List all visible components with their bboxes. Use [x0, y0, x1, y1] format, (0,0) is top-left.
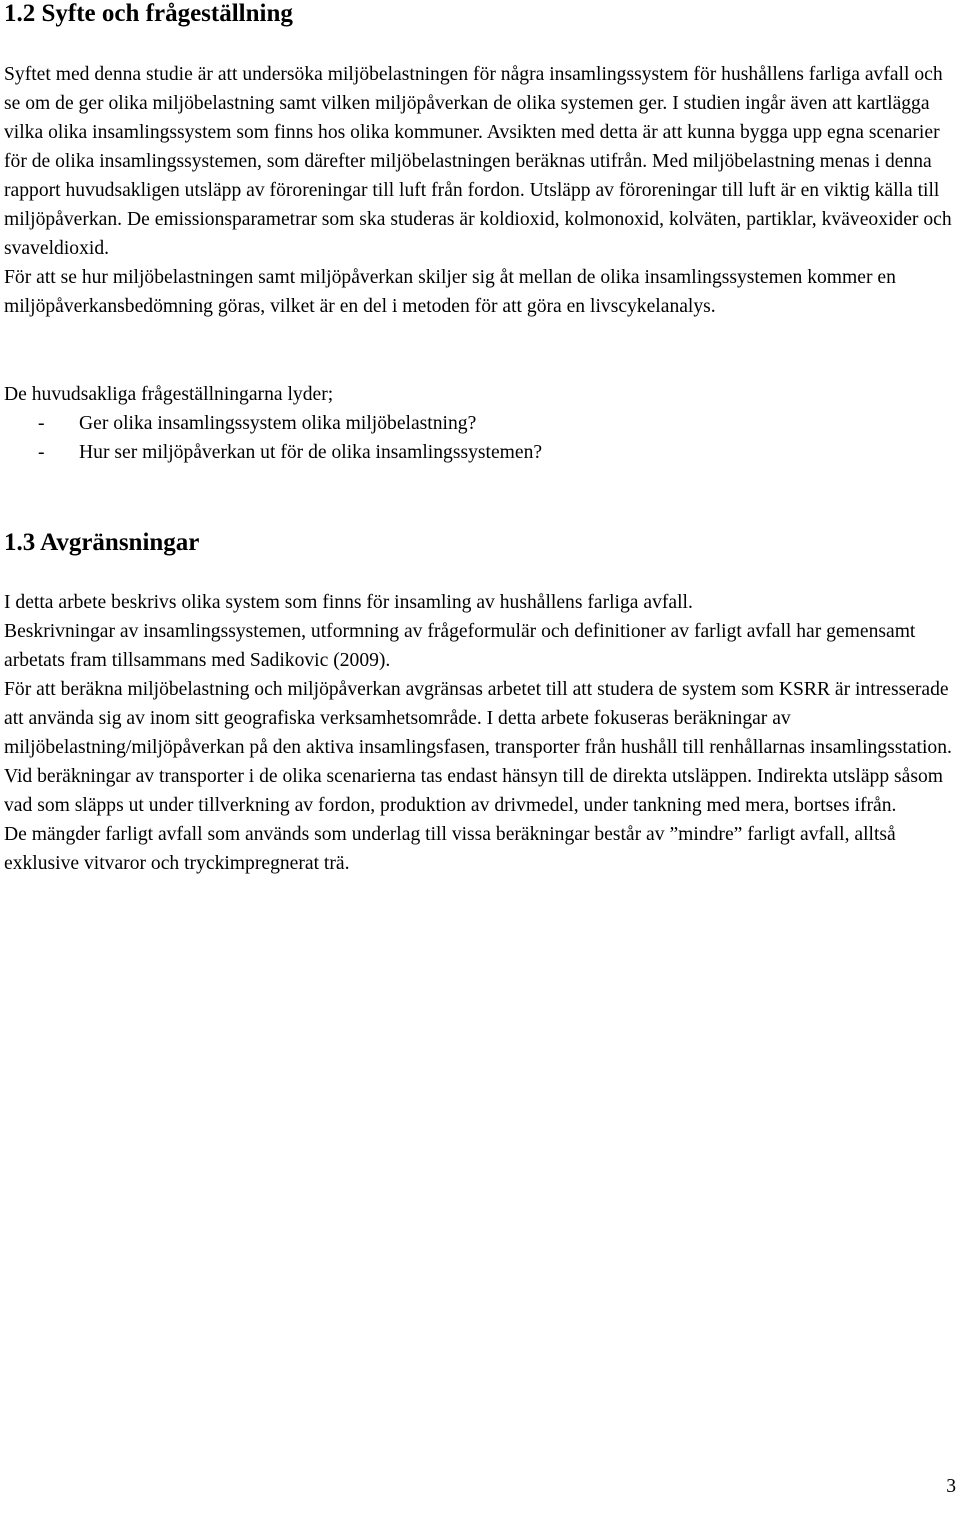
paragraph-line: De mängder farligt avfall som används som underlag till vissa beräkningar består av ”mindre” farligt avfall, alltså exklusive vitvaror och tryckimpregnerat trä. — [4, 824, 896, 874]
paragraph-line: Beskrivningar av insamlingssystemen, utformning av frågeformulär och definitioner av farligt avfall har gemensamt arbetats fram tillsammans med Sadikovic (2009). — [4, 621, 916, 671]
list-dash: - — [38, 442, 45, 463]
section-syfte-body — [4, 60, 959, 321]
section-avgransningar-body — [4, 588, 959, 878]
list-dash: - — [38, 413, 45, 434]
paragraph-line: I detta arbete beskrivs olika system som finns för insamling av hushållens farliga avfall. — [4, 592, 693, 613]
questions-intro: De huvudsakliga frågeställningarna lyder; — [4, 384, 334, 405]
page-number: 3 — [946, 1476, 956, 1497]
research-questions — [4, 380, 959, 467]
paragraph-line: För att beräkna miljöbelastning och miljöpåverkan avgränsas arbetet till att studera de system som KSRR är intresserade att använda sig av inom sitt geografiska verksamhetsområde. I detta arbete fokuseras beräkningar av miljöbelastning/miljöpåverkan på den aktiva insamlingsfasen, transporter från hushåll till renhållarnas insamlingsstation. — [4, 679, 952, 758]
question-text: Ger olika insamlingssystem olika miljöbelastning? — [79, 413, 477, 434]
section-title-syfte: 1.2 Syfte och frågeställning — [4, 0, 293, 27]
list-item — [4, 438, 959, 467]
section-title-avgransningar: 1.3 Avgränsningar — [4, 529, 200, 556]
paragraph-purpose: Syftet med denna studie är att undersöka miljöbelastningen för några insamlingssystem för hushållens farliga avfall och se om de ger olika miljöbelastning samt vilken miljöpåverkan de olika systemen ger. I studien ingår även att kartlägga vilka olika insamlingssystem som finns hos olika kommuner. Avsikten med detta är att kunna bygga upp egna scenarier för de olika insamlingssystemen, som därefter miljöbelastningen beräknas utifrån. Med miljöbelastning menas i denna rapport huvudsakligen utsläpp av föroreningar till luft från fordon. Utsläpp av föroreningar till luft är en viktig källa till miljöpåverkan. De emissionsparametrar som ska studeras är koldioxid, kolmonoxid, kolväten, partiklar, kväveoxider och svaveldioxid. — [4, 64, 952, 259]
paragraph-lca: För att se hur miljöbelastningen samt miljöpåverkan skiljer sig åt mellan de olika insamlingssystemen kommer en miljöpåverkansbedömning göras, vilket är en del i metoden för att göra en livscykelanalys. — [4, 267, 896, 317]
question-text: Hur ser miljöpåverkan ut för de olika insamlingssystemen? — [79, 442, 543, 463]
list-item — [4, 409, 959, 438]
paragraph-line: Vid beräkningar av transporter i de olika scenarierna tas endast hänsyn till de direkta utsläppen. Indirekta utsläpp såsom vad som släpps ut under tillverkning av fordon, produktion av drivmedel, under tankning med mera, bortses ifrån. — [4, 766, 944, 816]
